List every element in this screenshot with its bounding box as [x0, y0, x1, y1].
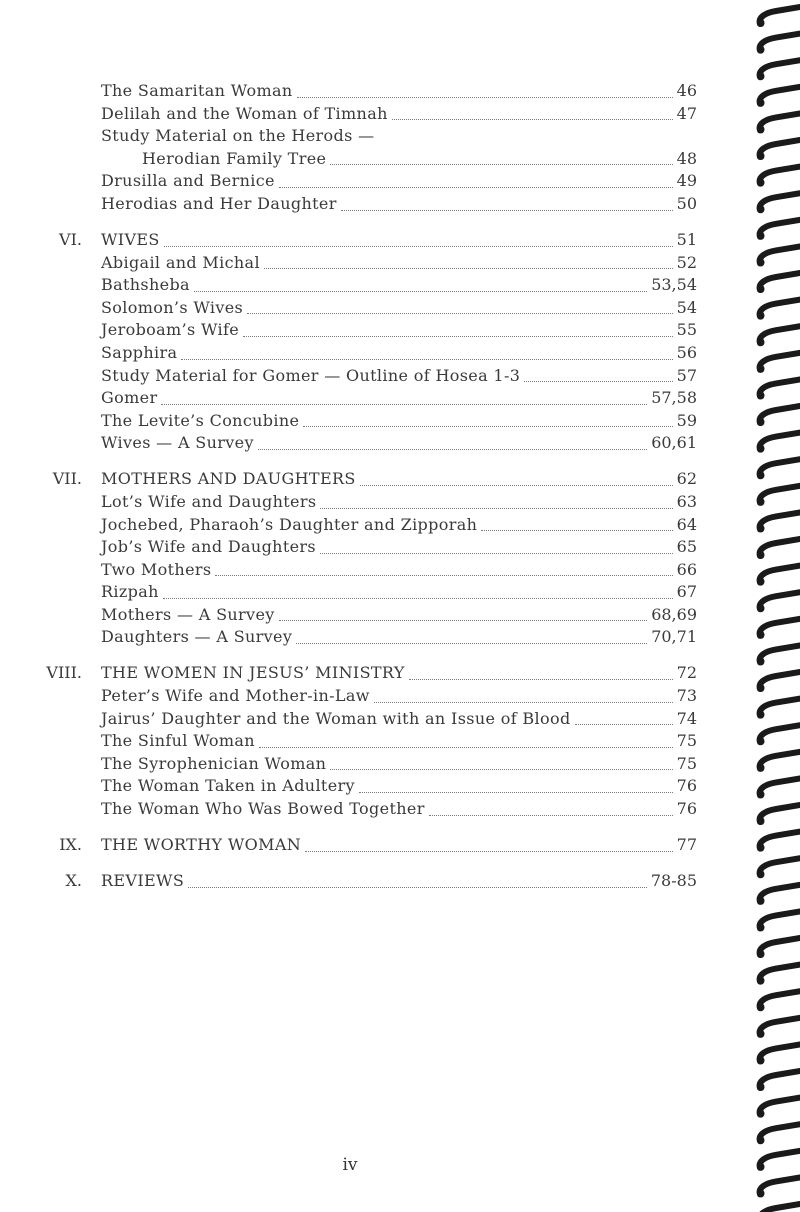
- toc-entry-row: [0, 775, 800, 798]
- coil-loop: [758, 246, 800, 266]
- entry-page-number: 64: [676, 514, 697, 534]
- coil-loop: [758, 725, 800, 745]
- coil-loop: [758, 113, 800, 133]
- dot-leader: [161, 404, 647, 405]
- toc-entry: [101, 514, 697, 537]
- entry-page-number: 46: [676, 81, 697, 100]
- dot-leader: [164, 246, 673, 247]
- toc-entry: [101, 252, 697, 275]
- toc-entry-row: [0, 536, 800, 559]
- dot-leader: [360, 485, 673, 486]
- coil-loop: [758, 459, 800, 479]
- entry-page-number: 60,61: [651, 433, 697, 453]
- entry-title: Bathsheba: [101, 275, 190, 295]
- toc-entry: [101, 170, 697, 193]
- coil-loop: [758, 566, 800, 586]
- entry-title: REVIEWS: [101, 870, 185, 890]
- toc-entry-row: [0, 514, 800, 537]
- section-numeral: VII.: [52, 468, 82, 488]
- entry-page-number: 56: [676, 342, 697, 362]
- dot-leader: [575, 724, 673, 725]
- entry-title: The Levite’s Concubine: [101, 410, 300, 430]
- entry-page-number: 68,69: [651, 604, 697, 624]
- entry-title: The Samaritan Woman: [101, 81, 293, 100]
- toc-entry-row: [0, 103, 800, 126]
- entry-title: Peter’s Wife and Mother-in-Law: [101, 686, 370, 706]
- toc-entry: [101, 410, 697, 433]
- entry-title: The Woman Taken in Adultery: [101, 776, 355, 796]
- coil-loop: [758, 220, 800, 240]
- section-numeral: IX.: [59, 834, 82, 854]
- toc-entry: [142, 148, 697, 171]
- coil-loop: [758, 645, 800, 665]
- coil-loop: [758, 1151, 800, 1171]
- toc-entry: [101, 708, 697, 731]
- coil-loop: [758, 353, 800, 373]
- coil-loop: [758, 1098, 800, 1118]
- entry-title: Jochebed, Pharaoh’s Daughter and Zipporah: [101, 514, 478, 534]
- coil-loop: [758, 167, 800, 187]
- entry-title: Study Material for Gomer — Outline of Hosea 1-3: [101, 365, 521, 385]
- toc-entry: [101, 685, 697, 708]
- entry-title: The Syrophenician Woman: [101, 753, 327, 773]
- toc-entry-row: [0, 387, 800, 410]
- entry-title: Mothers — A Survey: [101, 604, 275, 624]
- coil-loop: [758, 699, 800, 719]
- dot-leader: [330, 769, 672, 770]
- toc-entry-row: [0, 410, 800, 433]
- toc-entry-row: [0, 604, 800, 627]
- coil-loop: [758, 60, 800, 80]
- toc-entry-row: [0, 581, 800, 604]
- dot-leader: [359, 792, 673, 793]
- dot-leader: [429, 815, 673, 816]
- entry-page-number: 62: [676, 468, 697, 488]
- toc-section-row: [0, 228, 800, 252]
- toc-entry: [101, 319, 697, 342]
- toc-entry: [101, 775, 697, 798]
- toc-entry: [101, 491, 697, 514]
- entry-title: Study Material on the Herods —: [101, 126, 375, 146]
- toc-entry: [101, 365, 697, 388]
- coil-loop: [758, 406, 800, 426]
- coil-loop: [758, 87, 800, 107]
- toc-entry: [101, 559, 697, 582]
- coil-loop: [758, 832, 800, 852]
- toc-entry-row: [0, 297, 800, 320]
- toc-entry: [101, 798, 697, 821]
- coil-loop: [758, 911, 800, 931]
- toc-entry: [101, 228, 697, 252]
- coil-loop: [758, 300, 800, 320]
- entry-page-number: 73: [676, 686, 697, 706]
- entry-page-number: 53,54: [651, 275, 697, 295]
- toc-entry-row: [0, 626, 800, 649]
- dot-leader: [320, 508, 672, 509]
- entry-page-number: 55: [676, 320, 697, 340]
- coil-loop: [758, 379, 800, 399]
- coil-loop: [758, 991, 800, 1011]
- dot-leader: [243, 336, 673, 337]
- toc-entry-row: [0, 708, 800, 731]
- toc-entry: [101, 387, 697, 410]
- toc-entry-row: [0, 342, 800, 365]
- toc-entry: [101, 467, 697, 491]
- toc-section-row: [0, 833, 800, 857]
- entry-title: Two Mothers: [101, 559, 212, 579]
- entry-page-number: 54: [676, 297, 697, 317]
- entry-title: Wives — A Survey: [101, 433, 254, 453]
- entry-title: THE WOMEN IN JESUS’ MINISTRY: [101, 663, 405, 683]
- toc-entry-row: [0, 80, 800, 103]
- entry-title: Job’s Wife and Daughters: [101, 537, 316, 557]
- dot-leader: [279, 187, 673, 188]
- dot-leader: [297, 97, 673, 98]
- coil-loop: [758, 1071, 800, 1091]
- dot-leader: [181, 359, 672, 360]
- coil-loop: [758, 672, 800, 692]
- coil-loop: [758, 805, 800, 825]
- dot-leader: [264, 268, 673, 269]
- toc-entry: [101, 125, 697, 148]
- toc-entry: [101, 274, 697, 297]
- entry-title: The Woman Who Was Bowed Together: [101, 799, 425, 819]
- entry-page-number: 51: [676, 229, 697, 249]
- coil-loop: [758, 1204, 800, 1212]
- toc-entry-row: [0, 170, 800, 193]
- dot-leader: [303, 426, 672, 427]
- toc-entry: [101, 536, 697, 559]
- toc-entry-row: [0, 319, 800, 342]
- toc-entry: [101, 753, 697, 776]
- coil-loop: [758, 273, 800, 293]
- entry-title: Jeroboam’s Wife: [101, 320, 240, 340]
- entry-title: Solomon’s Wives: [101, 297, 244, 317]
- entry-page-number: 50: [676, 193, 697, 213]
- section-numeral: X.: [65, 870, 82, 890]
- toc-entry: [101, 604, 697, 627]
- dot-leader: [320, 553, 673, 554]
- toc-entry: [101, 297, 697, 320]
- toc-entry: [101, 432, 697, 455]
- spiral-binding: [740, 0, 800, 1212]
- entry-page-number: 63: [676, 491, 697, 511]
- coil-loop: [758, 1018, 800, 1038]
- entry-page-number: 52: [676, 252, 697, 272]
- coil-loop: [758, 512, 800, 532]
- entry-page-number: 76: [676, 799, 697, 819]
- coil-loop: [758, 885, 800, 905]
- entry-title: Abigail and Michal: [101, 252, 260, 272]
- coil-loop: [758, 433, 800, 453]
- entry-title: Herodian Family Tree: [142, 148, 327, 168]
- coil-loop: [758, 938, 800, 958]
- entry-page-number: 75: [676, 753, 697, 773]
- entry-title: Daughters — A Survey: [101, 627, 293, 647]
- coil-loop: [758, 592, 800, 612]
- entry-page-number: 77: [676, 834, 697, 854]
- coil-loop: [758, 326, 800, 346]
- dot-leader: [258, 449, 647, 450]
- coil-loop: [758, 965, 800, 985]
- coil-loop: [758, 1177, 800, 1197]
- coil-loop: [758, 539, 800, 559]
- entry-title: Gomer: [101, 388, 158, 408]
- table-of-contents: [0, 80, 800, 893]
- dot-leader: [259, 747, 673, 748]
- dot-leader: [341, 210, 673, 211]
- entry-page-number: 75: [676, 731, 697, 751]
- entry-page-number: 66: [676, 559, 697, 579]
- dot-leader: [392, 119, 673, 120]
- entry-title: Delilah and the Woman of Timnah: [101, 103, 388, 123]
- entry-title: WIVES: [101, 229, 160, 249]
- section-numeral: VI.: [59, 229, 82, 249]
- toc-entry: [101, 626, 697, 649]
- toc-entry-row: [0, 252, 800, 275]
- coil-loop: [758, 1044, 800, 1064]
- entry-title: Lot’s Wife and Daughters: [101, 491, 317, 511]
- toc-entry: [101, 103, 697, 126]
- dot-leader: [305, 851, 673, 852]
- dot-leader: [279, 620, 648, 621]
- entry-page-number: 67: [676, 582, 697, 602]
- entry-page-number: 57: [676, 365, 697, 385]
- toc-section-row: [0, 869, 800, 893]
- toc-entry-row: [0, 685, 800, 708]
- coil-loop: [758, 7, 800, 27]
- toc-entry: [101, 730, 697, 753]
- toc-section-row: [0, 661, 800, 685]
- toc-entry-row: [0, 798, 800, 821]
- toc-entry: [101, 869, 697, 893]
- toc-entry-row: [0, 432, 800, 455]
- dot-leader: [247, 313, 673, 314]
- toc-entry: [101, 342, 697, 365]
- coil-loop: [758, 752, 800, 772]
- dot-leader: [409, 679, 673, 680]
- toc-entry-row: [0, 125, 800, 148]
- dot-leader: [330, 164, 672, 165]
- entry-title: Drusilla and Bernice: [101, 171, 275, 191]
- page-number: iv: [342, 1155, 358, 1175]
- dot-leader: [524, 381, 672, 382]
- toc-entry: [101, 581, 697, 604]
- toc-entry: [101, 661, 697, 685]
- toc-entry-row: [0, 365, 800, 388]
- entry-page-number: 48: [676, 148, 697, 168]
- entry-page-number: 72: [676, 663, 697, 683]
- coil-loop: [758, 1124, 800, 1144]
- toc-entry: [101, 80, 697, 103]
- coil-loop: [758, 778, 800, 798]
- toc-entry: [101, 833, 697, 857]
- coil-loop: [758, 193, 800, 213]
- coil-loop: [758, 140, 800, 160]
- entry-page-number: 59: [676, 410, 697, 430]
- coil-loop: [758, 858, 800, 878]
- entry-page-number: 57,58: [651, 388, 697, 408]
- toc-entry-row: [0, 559, 800, 582]
- entry-title: Jairus’ Daughter and the Woman with an Issue of Blood: [101, 708, 571, 728]
- dot-leader: [215, 575, 672, 576]
- coil-loop: [758, 486, 800, 506]
- dot-leader: [481, 530, 672, 531]
- entry-page-number: 76: [676, 776, 697, 796]
- dot-leader: [188, 887, 647, 888]
- entry-page-number: 65: [676, 537, 697, 557]
- entry-title: MOTHERS AND DAUGHTERS: [101, 468, 356, 488]
- dot-leader: [374, 702, 673, 703]
- entry-title: Rizpah: [101, 582, 159, 602]
- dot-leader: [296, 643, 647, 644]
- toc-entry-row: [0, 274, 800, 297]
- entry-title: The Sinful Woman: [101, 731, 255, 751]
- toc-section-row: [0, 467, 800, 491]
- toc-entry-row: [0, 148, 800, 171]
- toc-entry-row: [0, 753, 800, 776]
- toc-entry-row: [0, 491, 800, 514]
- entry-title: THE WORTHY WOMAN: [101, 834, 302, 854]
- toc-entry: [101, 193, 697, 216]
- coil-loop: [758, 34, 800, 54]
- dot-leader: [194, 291, 647, 292]
- dot-leader: [163, 598, 673, 599]
- entry-page-number: 49: [676, 171, 697, 191]
- entry-title: Sapphira: [101, 342, 178, 362]
- entry-title: Herodias and Her Daughter: [101, 193, 337, 213]
- section-numeral: VIII.: [46, 663, 82, 683]
- toc-entry-row: [0, 193, 800, 216]
- entry-page-number: 70,71: [651, 627, 697, 647]
- entry-page-number: 47: [676, 103, 697, 123]
- entry-page-number: 74: [676, 708, 697, 728]
- toc-entry-row: [0, 730, 800, 753]
- coil-loop: [758, 619, 800, 639]
- entry-page-number: 78-85: [650, 870, 697, 890]
